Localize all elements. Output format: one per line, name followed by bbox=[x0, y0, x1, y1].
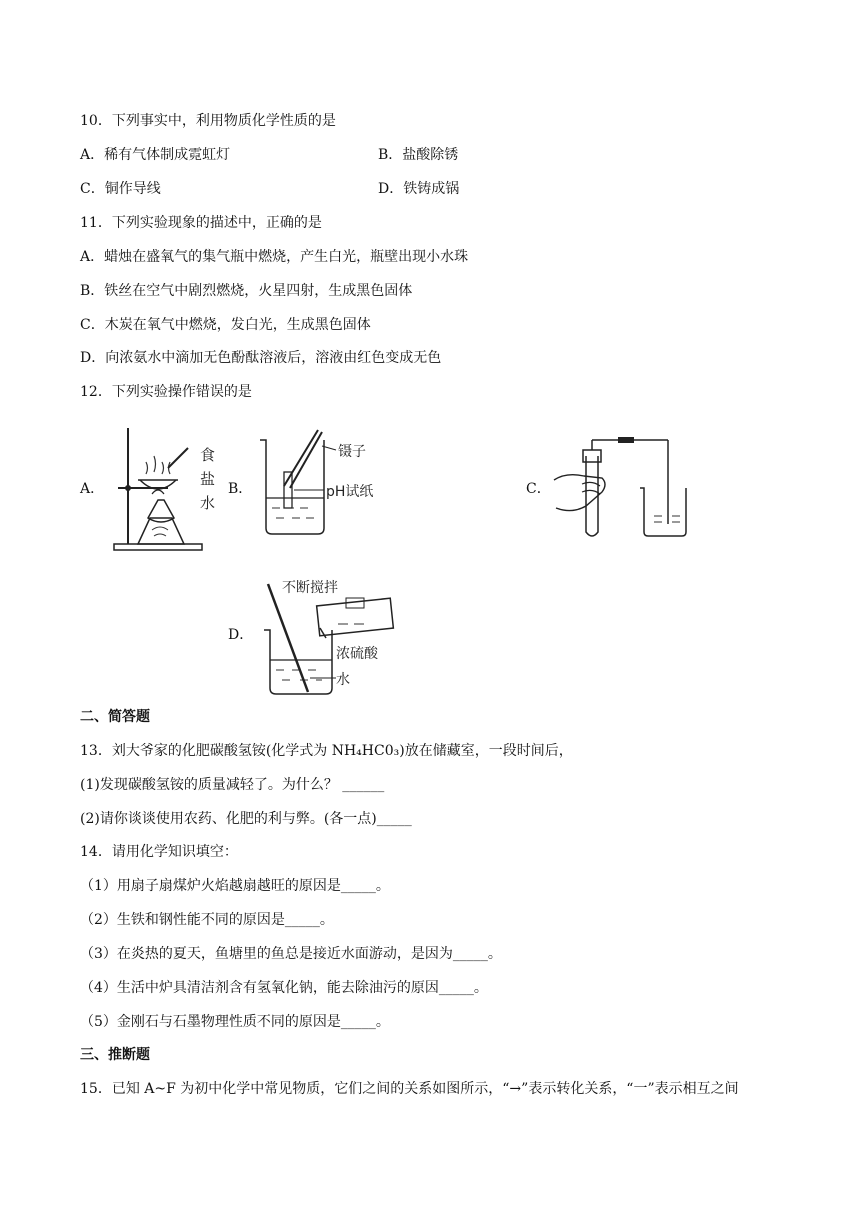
fig-d-acid-label: 浓硫酸 bbox=[336, 646, 378, 662]
fig-a-label-3: 水 bbox=[200, 494, 216, 512]
q11-stem: 11．下列实验现象的描述中，正确的是 bbox=[80, 215, 322, 231]
q11-option-c: C．木炭在氧气中燃烧，发白光，生成黑色固体 bbox=[80, 317, 371, 333]
q12-label-c: C． bbox=[526, 481, 551, 497]
fig-b-ph-paper-label: pH试纸 bbox=[326, 484, 374, 500]
fig-d-water-label: 水 bbox=[336, 672, 350, 688]
q12-label-a: A． bbox=[80, 481, 105, 497]
q10-stem: 10．下列事实中，利用物质化学性质的是 bbox=[80, 113, 336, 129]
evaporation-apparatus-figure bbox=[108, 422, 226, 552]
q12-label-d: D． bbox=[228, 627, 254, 643]
q13-part-2: (2)请你谈谈使用农药、化肥的利与弊。(各一点)_____ bbox=[80, 811, 412, 827]
q15-stem: 15．已知 A~F 为初中化学中常见物质，它们之间的关系如图所示，“→”表示转化关系，“一”表示相互之间 bbox=[80, 1081, 739, 1097]
fig-d-stir-label: 不断搅拌 bbox=[282, 580, 338, 596]
q14-part-3: （3）在炎热的夏天，鱼塘里的鱼总是接近水面游动，是因为_____。 bbox=[80, 946, 502, 962]
dilute-sulfuric-acid-figure bbox=[256, 574, 404, 698]
q12-stem: 12．下列实验操作错误的是 bbox=[80, 384, 252, 400]
section-title-short-answer: 二、简答题 bbox=[80, 709, 150, 725]
fig-a-label-2: 盐 bbox=[200, 470, 216, 488]
q11-option-d: D．向浓氨水中滴加无色酚酞溶液后，溶液由红色变成无色 bbox=[80, 350, 442, 366]
fig-a-label-1: 食 bbox=[200, 446, 216, 464]
q14-stem: 14．请用化学知识填空： bbox=[80, 844, 238, 860]
section-title-inference: 三、推断题 bbox=[80, 1047, 150, 1063]
ph-paper-test-figure bbox=[256, 428, 384, 538]
q10-option-a: A．稀有气体制成霓虹灯 bbox=[80, 147, 231, 163]
q10-option-d: D．铁铸成锅 bbox=[378, 181, 460, 197]
q14-part-2: （2）生铁和钢性能不同的原因是_____。 bbox=[80, 912, 334, 928]
q11-option-b: B．铁丝在空气中剧烈燃烧，火星四射，生成黑色固体 bbox=[80, 283, 413, 299]
q14-part-4: （4）生活中炉具清洁剂含有氢氧化钠，能去除油污的原因_____。 bbox=[80, 980, 488, 996]
q14-part-1: （1）用扇子扇煤炉火焰越扇越旺的原因是_____。 bbox=[80, 878, 390, 894]
fig-b-tweezers-label: 镊子 bbox=[338, 444, 366, 460]
q12-label-b: B． bbox=[228, 481, 253, 497]
q14-part-5: （5）金刚石与石墨物理性质不同的原因是_____。 bbox=[80, 1014, 390, 1030]
q10-option-c: C．铜作导线 bbox=[80, 181, 161, 197]
q13-part-1: (1)发现碳酸氢铵的质量减轻了。为什么？ ______ bbox=[80, 777, 385, 793]
airtightness-check-figure bbox=[552, 436, 692, 542]
q13-stem: 13．刘大爷家的化肥碳酸氢铵(化学式为 NH₄HC0₃)放在储藏室，一段时间后， bbox=[80, 743, 573, 759]
q11-option-a: A．蜡烛在盛氧气的集气瓶中燃烧，产生白光，瓶壁出现小水珠 bbox=[80, 249, 469, 265]
q10-option-b: B．盐酸除锈 bbox=[378, 147, 459, 163]
